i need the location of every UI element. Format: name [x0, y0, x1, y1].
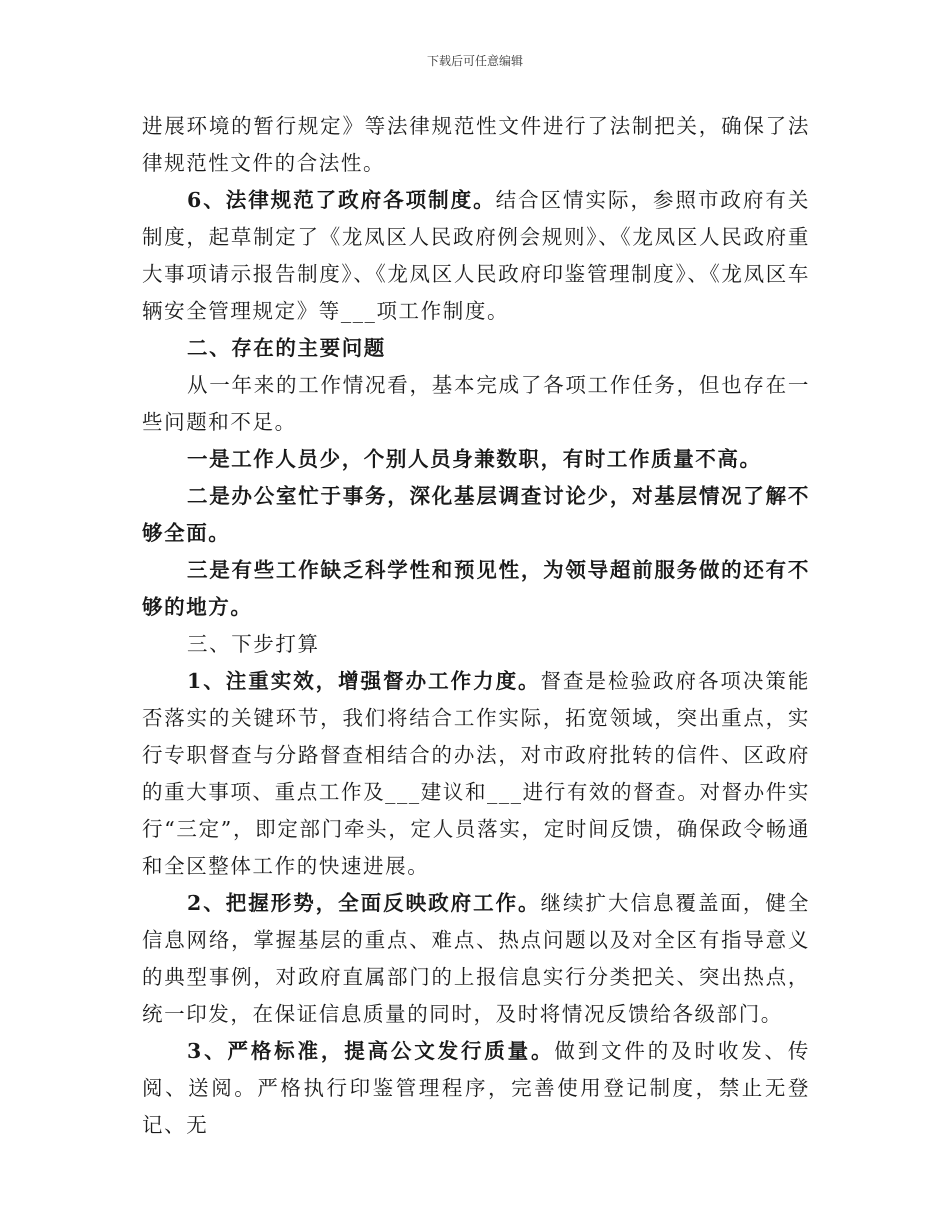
paragraph-lead: 三是有些工作缺乏科学性和预见性，为领导超前服务做的还有不够的地方。	[142, 558, 810, 619]
paragraph-item-6	[142, 182, 810, 330]
paragraph-plan-2	[142, 885, 810, 1033]
paragraph-plan-1	[142, 663, 810, 885]
paragraph-problem-2	[142, 478, 810, 552]
paragraph-continued	[142, 108, 810, 182]
paragraph-text: 督查是检验政府各项决策能否落实的关键环节，我们将结合工作实际，拓宽领域，突出重点，实行专职督查与分路督查相结合的办法，对市政府批转的信件、区政府的重大事项、重点工作及___建议和___进行有效的督查。对督办件实行“三定”，即定部门牵头，定人员落实，定时间反馈，确保政令畅通和全区整体工作的快速进展。	[142, 669, 810, 878]
section-heading-text: 三、下步打算	[187, 632, 320, 656]
paragraph-text: 进展环境的暂行规定》等法律规范性文件进行了法制把关，确保了法律规范性文件的合法性。	[142, 114, 810, 175]
page-header: 下载后可任意编辑	[426, 54, 523, 68]
section-heading-text: 二、存在的主要问题	[187, 336, 386, 360]
section-heading-plans	[142, 626, 810, 663]
paragraph-problem-3	[142, 552, 810, 626]
paragraph-text: 从一年来的工作情况看，基本完成了各项工作任务，但也存在一些问题和不足。	[142, 373, 810, 434]
paragraph-lead: 二是办公室忙于事务，深化基层调查讨论少，对基层情况了解不够全面。	[142, 484, 810, 545]
paragraph-text: 结合区情实际，参照市政府有关制度，起草制定了《龙凤区人民政府例会规则》、《龙凤区人民政府重大事项请示报告制度》、《龙凤区人民政府印鉴管理制度》、《龙凤区车辆安全管理规定》等___项工作制度。	[142, 188, 810, 323]
paragraph-problem-1	[142, 441, 810, 478]
paragraph-problems-intro	[142, 367, 810, 441]
paragraph-lead: 1、注重实效，增强督办工作力度。	[187, 669, 541, 693]
section-heading-problems	[142, 330, 810, 367]
paragraph-text: 继续扩大信息覆盖面，健全信息网络，掌握基层的重点、难点、热点问题以及对全区有指导意义的典型事例，对政府直属部门的上报信息实行分类把关、突出热点，统一印发，在保证信息质量的同时，及时将情况反馈给各级部门。	[142, 891, 810, 1026]
paragraph-lead: 6、法律规范了政府各项制度。	[187, 188, 496, 212]
paragraph-lead: 2、把握形势，全面反映政府工作。	[187, 891, 541, 915]
document-body	[142, 108, 810, 1144]
paragraph-text: 做到文件的及时收发、传阅、送阅。严格执行印鉴管理程序，完善使用登记制度，禁止无登记、无	[142, 1039, 810, 1137]
paragraph-plan-3	[142, 1033, 810, 1144]
paragraph-lead: 一是工作人员少，个别人员身兼数职，有时工作质量不高。	[187, 447, 762, 471]
paragraph-lead: 3、严格标准，提高公文发行质量。	[187, 1039, 555, 1063]
